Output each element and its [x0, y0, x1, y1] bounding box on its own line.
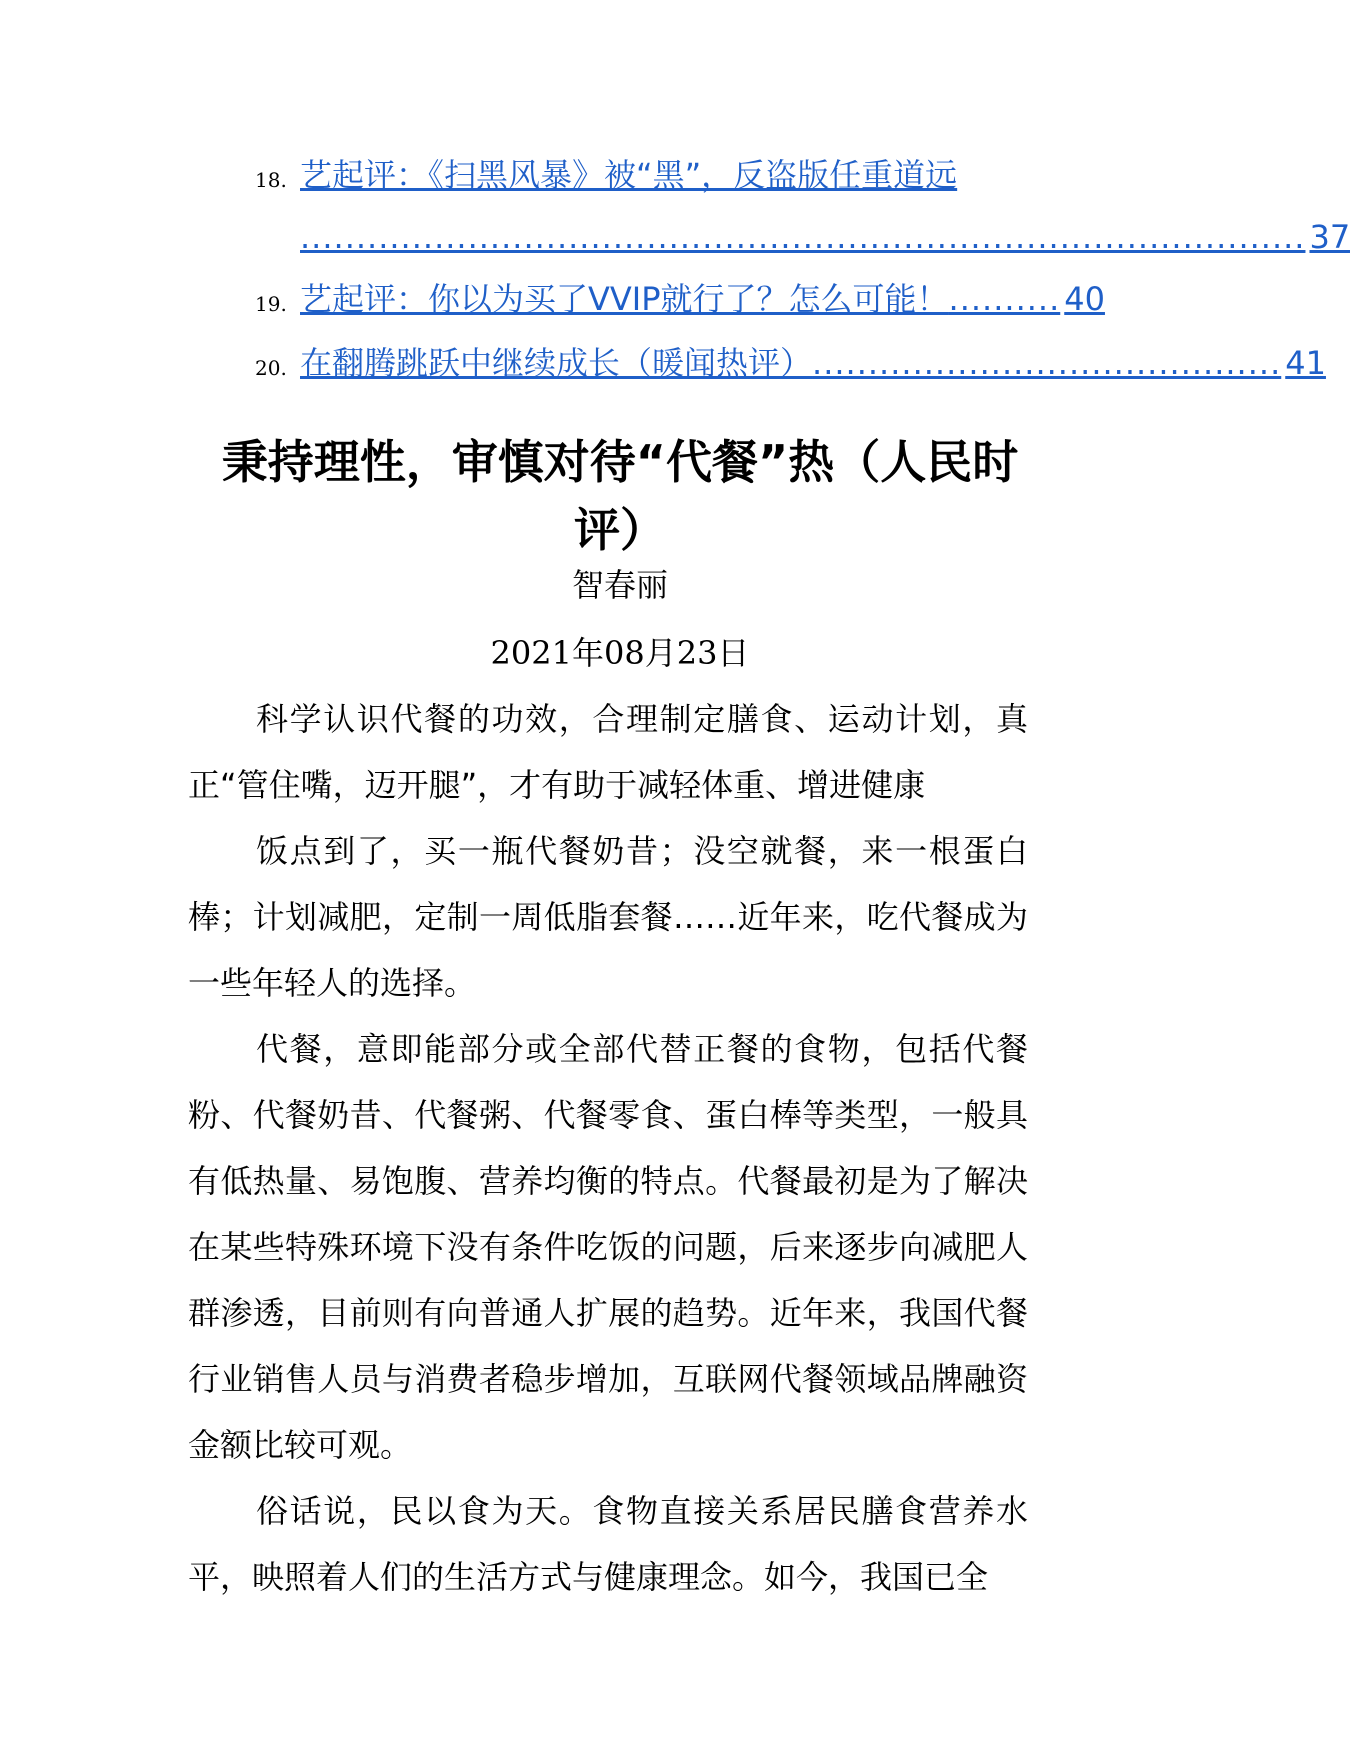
toc-link-text: 艺起评：你以为买了VVIP就行了？怎么可能！ — [300, 280, 949, 318]
article-title: 秉持理性，审慎对待“代餐”热（人民时评） — [221, 435, 1019, 557]
toc-number: 19. — [255, 292, 287, 316]
toc-page-number: 37 — [1309, 218, 1350, 256]
toc-link-text: 在翻腾跳跃中继续成长（暖闻热评） — [300, 344, 813, 382]
toc-link-18[interactable] — [300, 144, 1350, 268]
toc-page-number: 40 — [1064, 280, 1105, 318]
article-paragraph: 俗话说，民以食为天。食物直接关系居民膳食营养水平，映照着人们的生活方式与健康理念。如今，我国已全 — [188, 1492, 1028, 1596]
table-of-contents — [0, 156, 1350, 426]
toc-link-19[interactable] — [300, 268, 1105, 330]
toc-number: 18. — [255, 168, 287, 192]
toc-leader — [300, 206, 1350, 268]
toc-link-text: 艺起评：《扫黑风暴》被“黑”，反盗版任重道远 — [300, 156, 958, 194]
toc-dot-leader: .......................................... — [812, 344, 1282, 382]
toc-number: 20. — [255, 356, 287, 380]
toc-dot-leader: .......... — [948, 280, 1061, 318]
article-paragraph: 科学认识代餐的功效，合理制定膳食、运动计划，真正“管住嘴，迈开腿”，才有助于减轻体重、增进健康 — [188, 700, 1028, 804]
article-body — [188, 686, 1028, 1610]
article-date: 2021年08月23日 — [490, 634, 750, 672]
article-paragraph: 代餐，意即能部分或全部代替正餐的食物，包括代餐粉、代餐奶昔、代餐粥、代餐零食、蛋白棒等类型，一般具有低热量、易饱腹、营养均衡的特点。代餐最初是为了解决在某些特殊环境下没有条件吃饭的问题，后来逐步向减肥人群渗透，目前则有向普通人扩展的趋势。近年来，我国代餐行业销售人员与消费者稳步增加，互联网代餐领域品牌融资金额比较可观。 — [188, 1030, 1028, 1464]
toc-entry-20 — [0, 344, 1326, 426]
article-author: 智春丽 — [571, 566, 668, 604]
article-paragraph: 饭点到了，买一瓶代餐奶昔；没空就餐，来一根蛋白棒；计划减肥，定制一周低脂套餐……近年来，吃代餐成为一些年轻人的选择。 — [188, 832, 1028, 1002]
toc-page-number: 41 — [1285, 344, 1326, 382]
toc-dot-leader: .......................................................................................... — [300, 218, 1306, 256]
toc-link-20[interactable] — [300, 332, 1326, 394]
